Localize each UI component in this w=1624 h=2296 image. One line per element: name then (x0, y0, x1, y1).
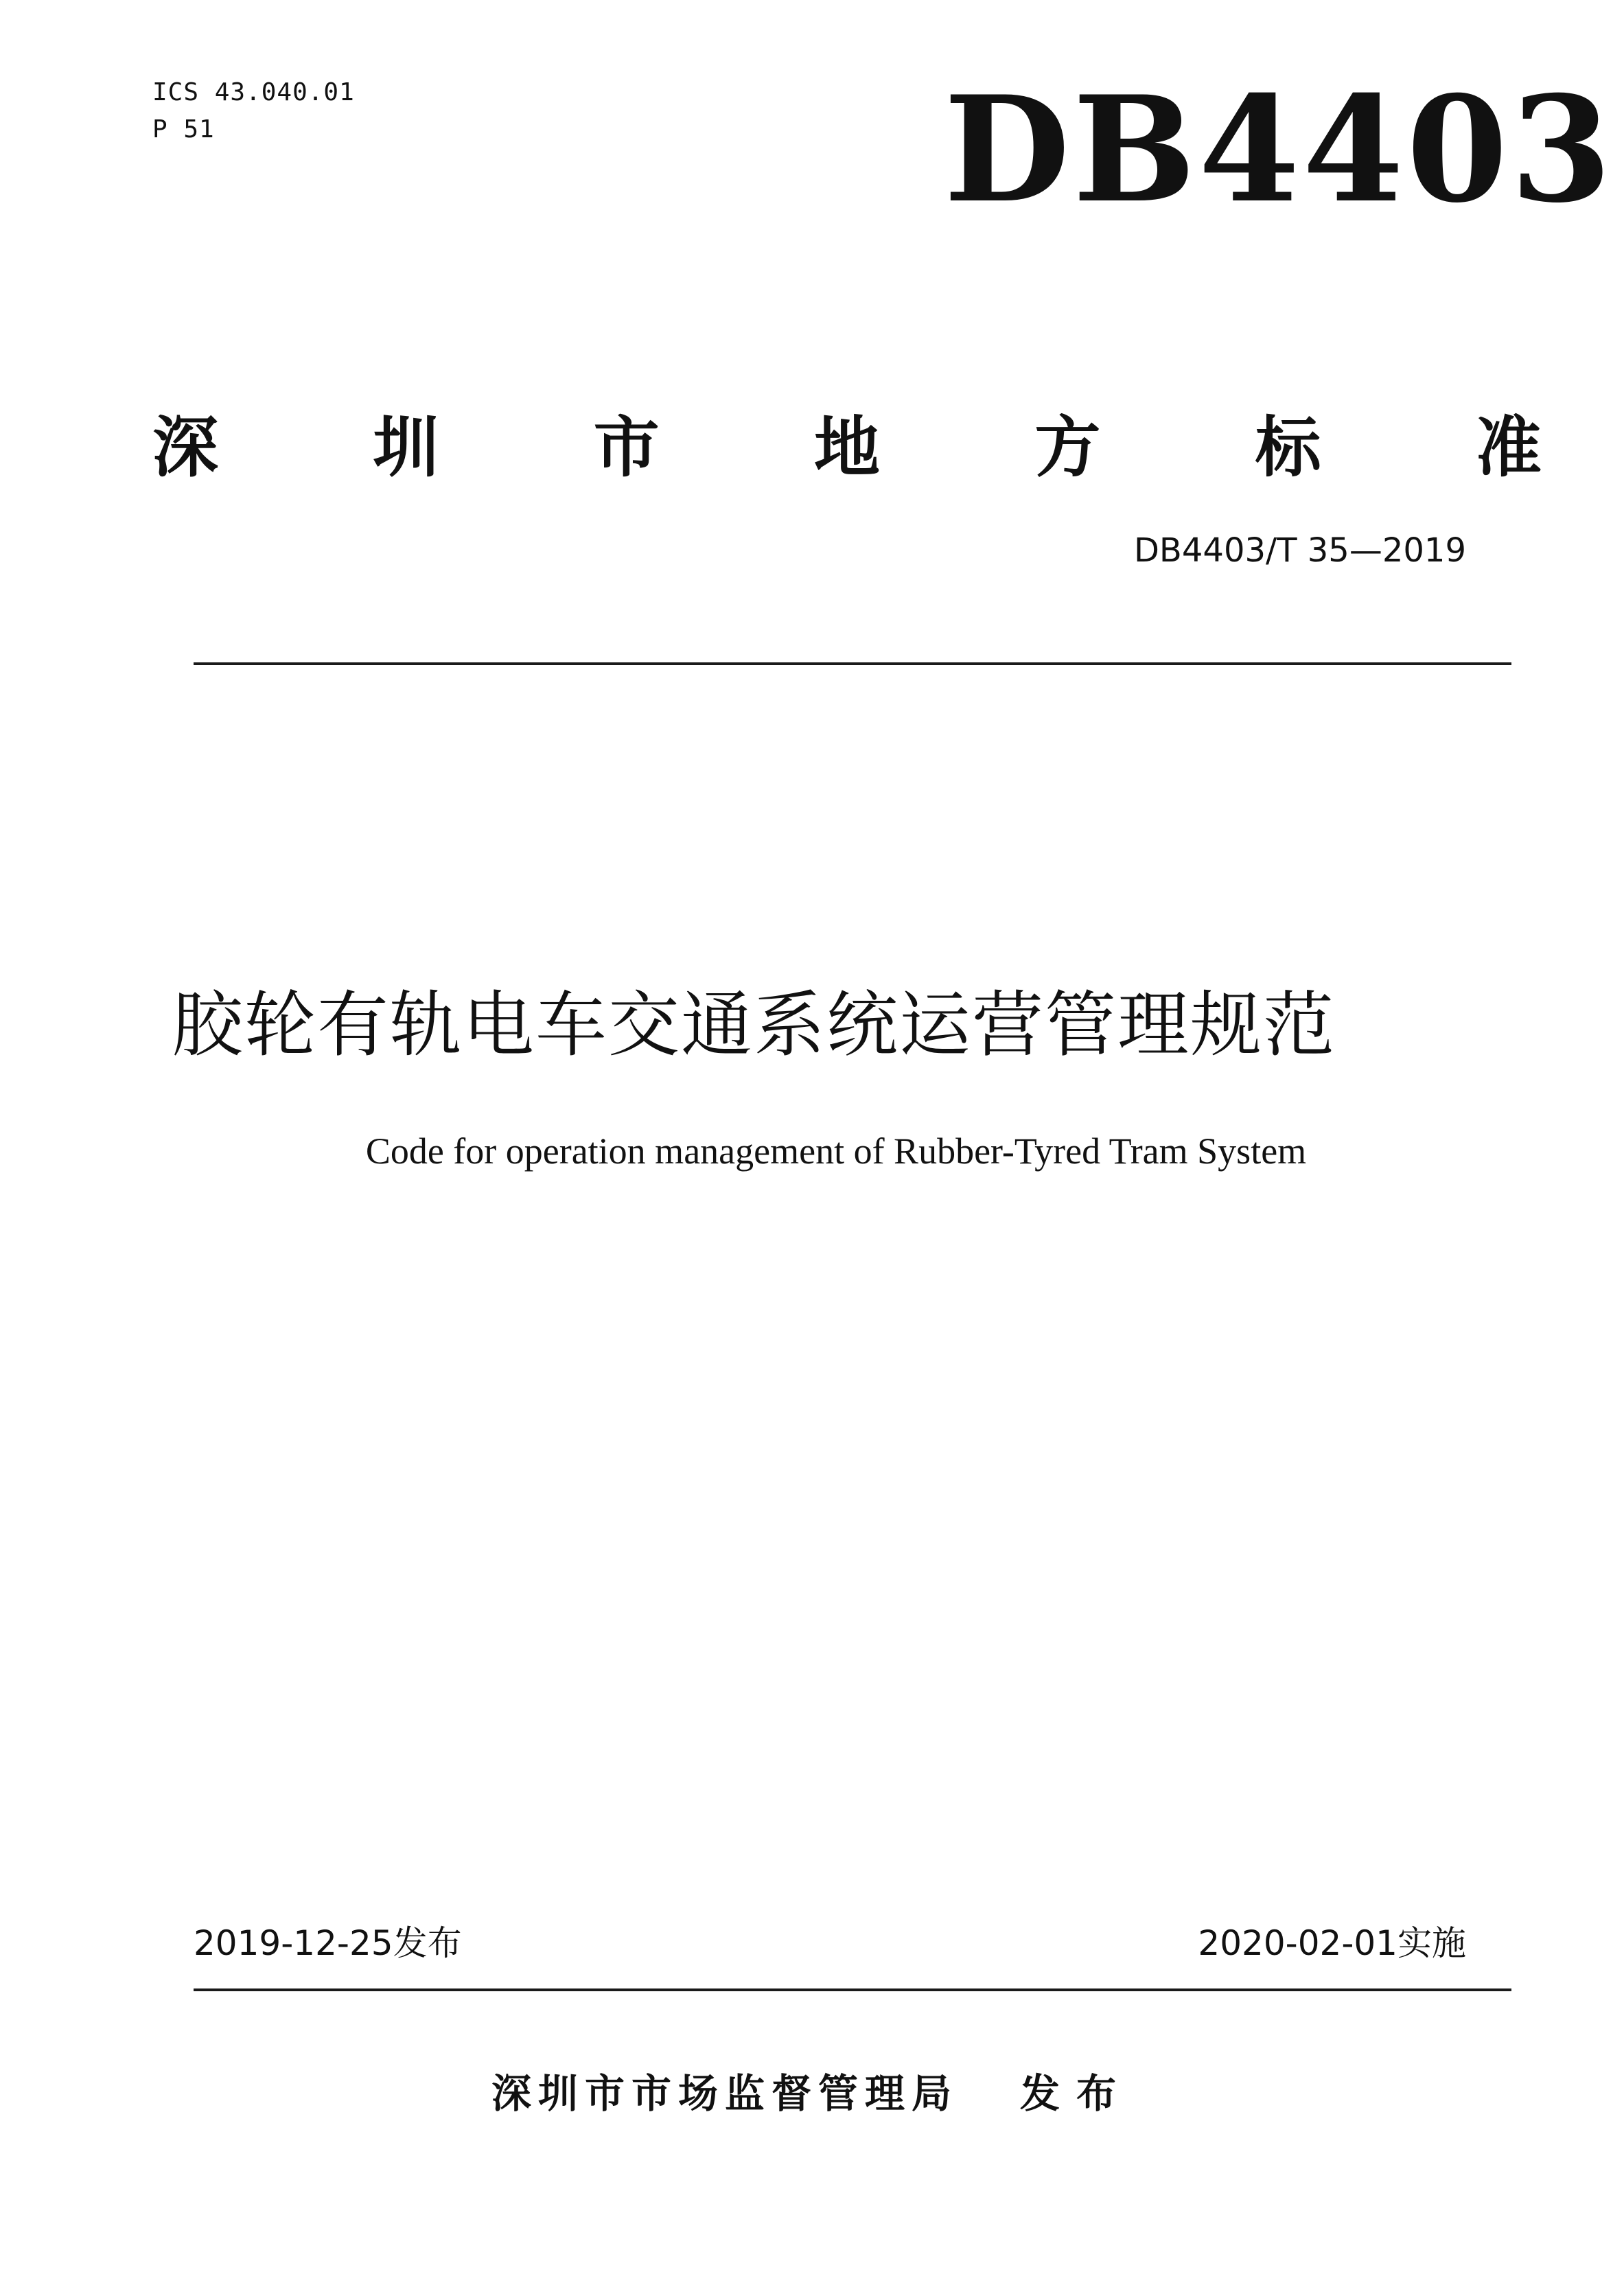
ics-code: ICS 43.040.01 (152, 78, 355, 106)
standard-type-char: 准 (1475, 409, 1542, 486)
ccs-code: P 51 (152, 115, 215, 143)
publisher-action: 发布 (1020, 2070, 1133, 2117)
standard-type-char: 标 (1255, 409, 1321, 486)
standard-type-char: 市 (593, 409, 660, 486)
standard-type-char: 地 (813, 409, 880, 486)
publisher-line (0, 2066, 1624, 2121)
document-title-english: Code for operation management of Rubber-Tyred Tram System (365, 1130, 1307, 1172)
top-divider (194, 662, 1511, 665)
document-title-chinese: 胶轮有轨电车交通系统运营管理规范 (171, 983, 1336, 1067)
standard-type-char: 圳 (373, 409, 439, 486)
standard-type-char: 方 (1034, 409, 1101, 486)
standard-type-char: 深 (152, 409, 218, 486)
implementation-date: 2020-02-01实施 (1198, 1923, 1466, 1963)
classification-codes (152, 74, 355, 148)
issue-date: 2019-12-25发布 (194, 1923, 462, 1963)
bottom-divider (194, 1988, 1511, 1991)
standard-type-heading (152, 406, 1542, 489)
standard-number: DB4403/T 35—2019 (1133, 531, 1466, 570)
db-code-logo: DB4403 (944, 64, 1615, 235)
publisher-organization: 深圳市市场监督管理局 (491, 2070, 958, 2117)
